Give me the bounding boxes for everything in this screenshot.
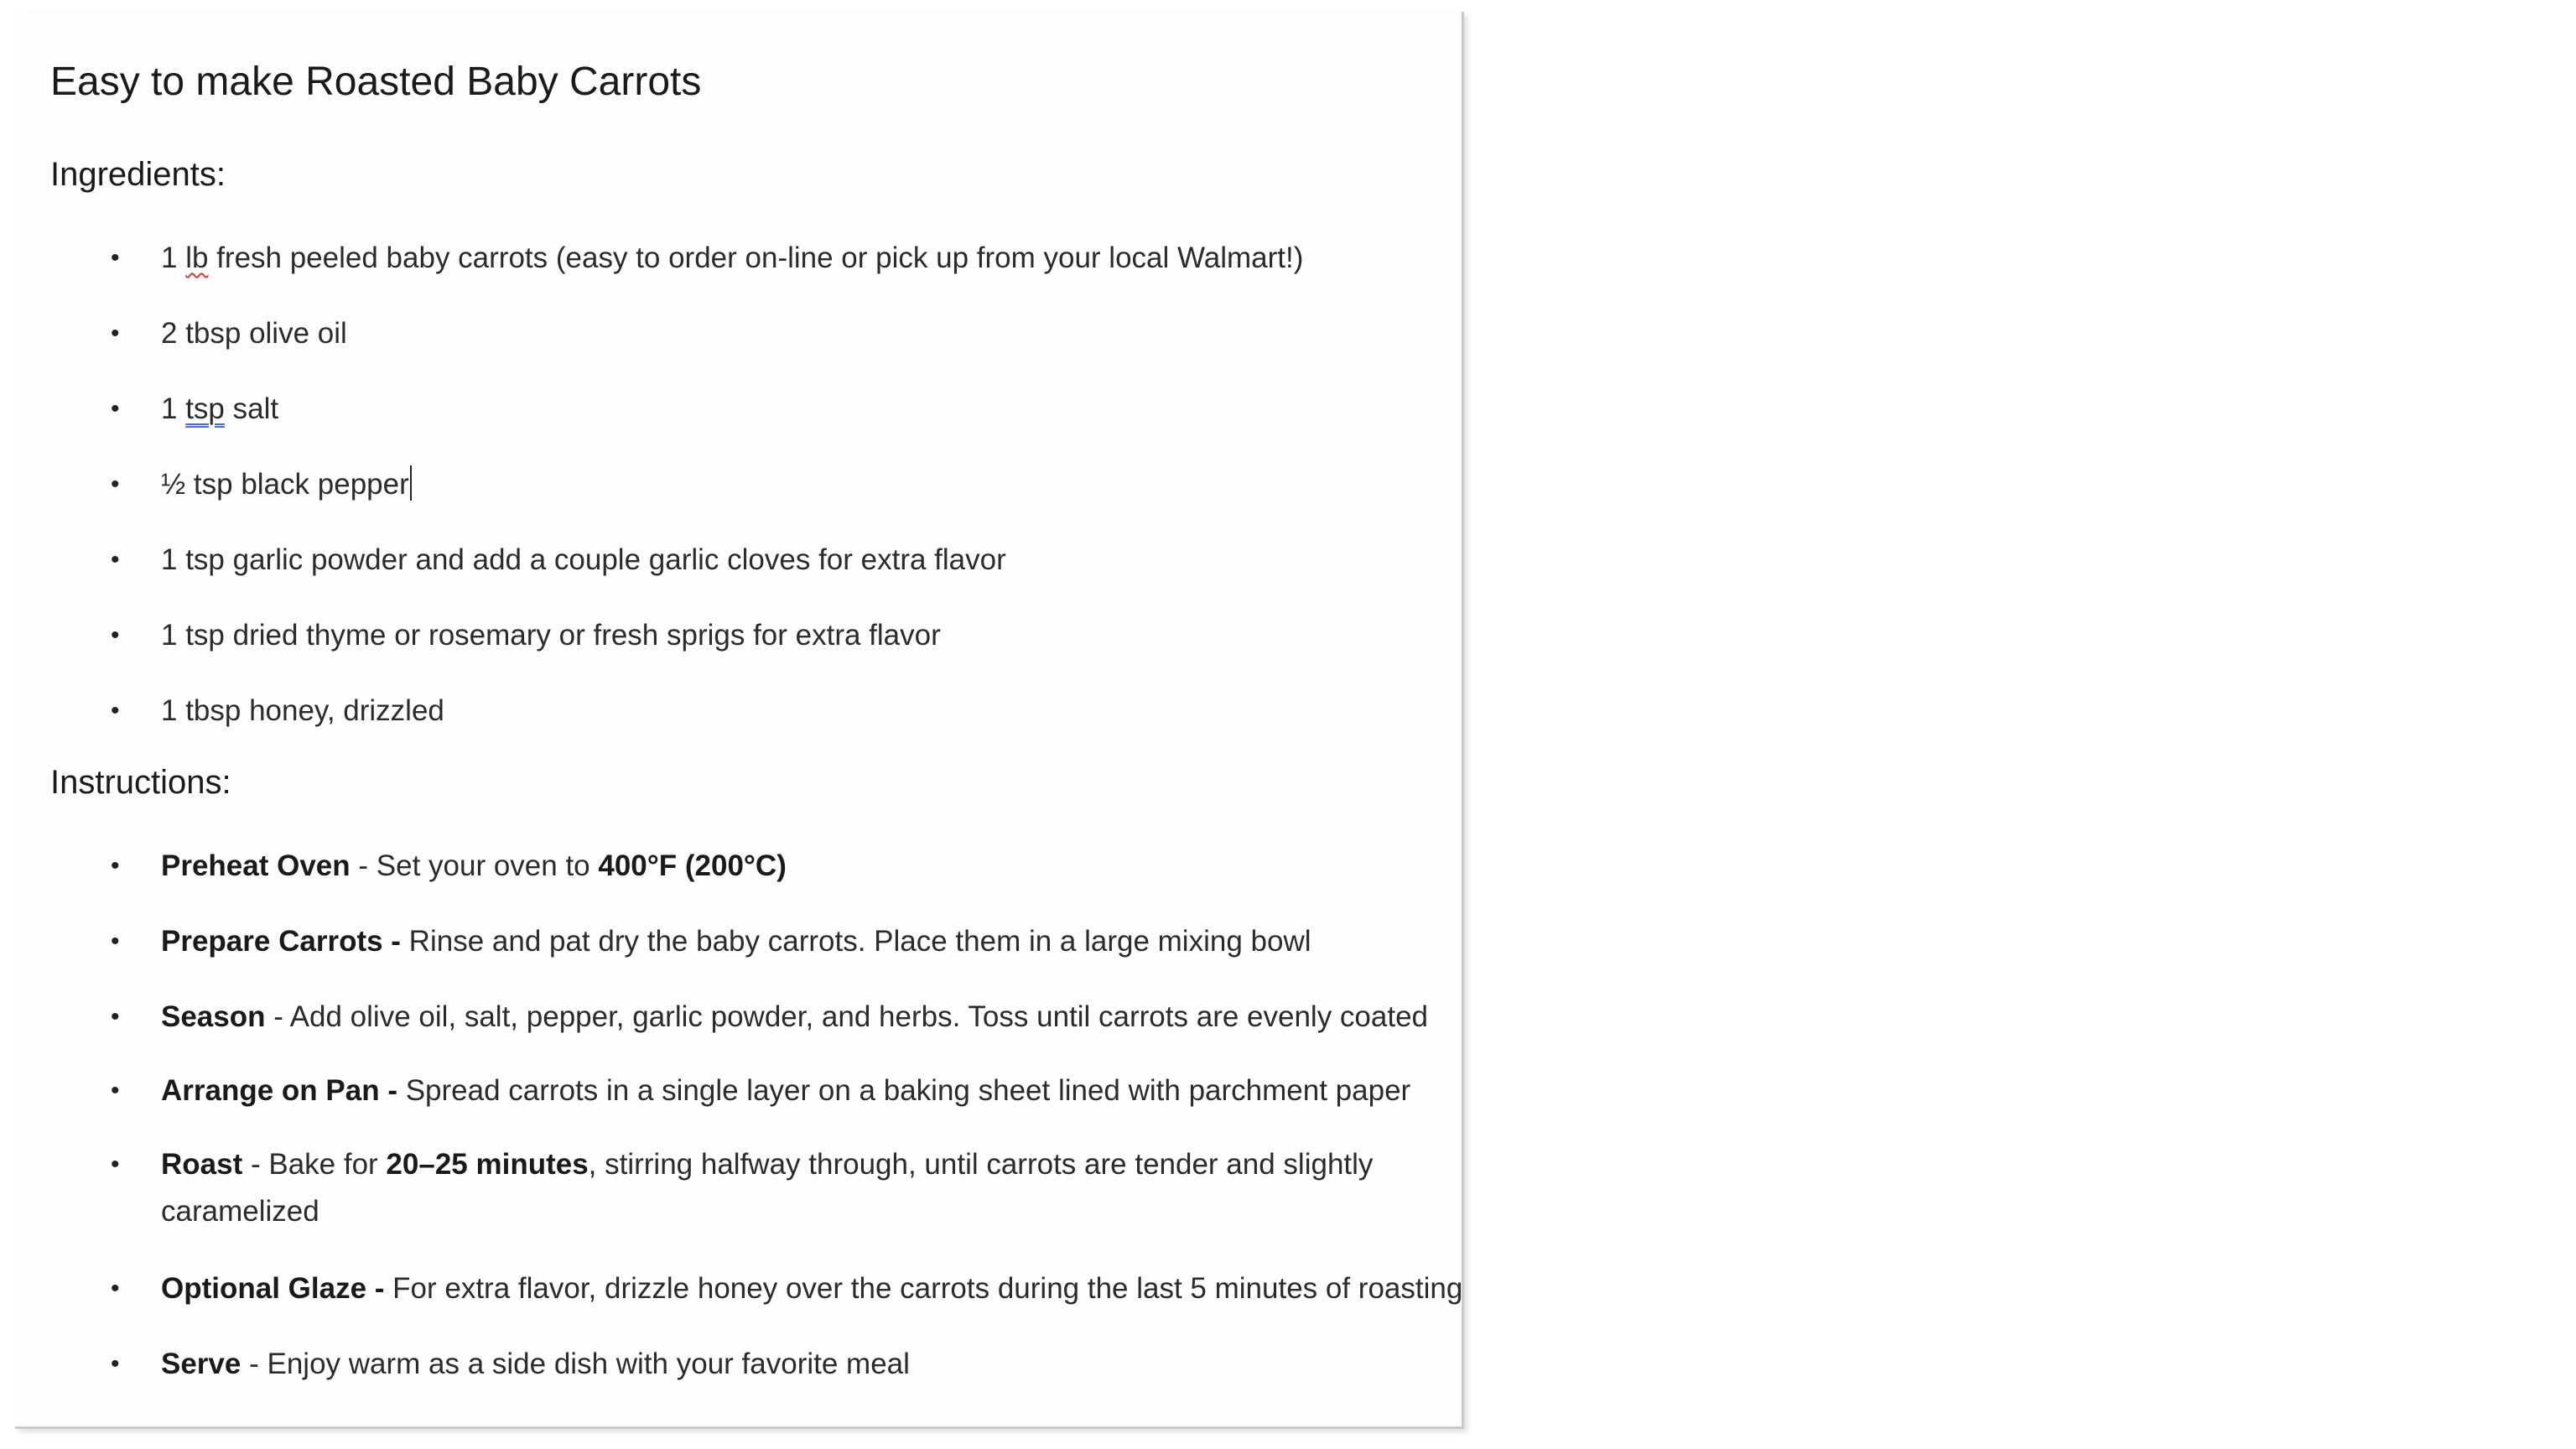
instruction-item: • Prepare Carrots - Rinse and pat dry the baby carrots. Place them in a large mixing bowl bbox=[50, 918, 1462, 994]
ingredient-item: • 2 tbsp olive oil bbox=[50, 310, 1303, 386]
bullet-icon: • bbox=[111, 395, 120, 423]
ingredient-item: • 1 tsp salt bbox=[50, 386, 1303, 461]
instruction-item: • Optional Glaze - For extra flavor, drizzle honey over the carrots during the last 5 minutes of roasting bbox=[50, 1265, 1462, 1341]
bullet-icon: • bbox=[111, 546, 120, 574]
text-cursor bbox=[410, 465, 412, 501]
bullet-icon: • bbox=[111, 1150, 120, 1178]
step-label: Prepare Carrots - bbox=[161, 925, 401, 958]
instruction-item: • Roast - Bake for 20–25 minutes, stirring halfway through, until carrots are tender and slightly caramelized bbox=[50, 1141, 1462, 1265]
bullet-icon: • bbox=[111, 244, 120, 272]
instruction-item: • Preheat Oven - Set your oven to 400°F (200°C) bbox=[50, 843, 1462, 918]
step-label: Season bbox=[161, 1000, 266, 1033]
grammar-flagged-word[interactable]: tsp bbox=[185, 392, 225, 425]
step-label: Preheat Oven bbox=[161, 849, 351, 882]
bullet-icon: • bbox=[111, 1275, 120, 1302]
step-label: Optional Glaze - bbox=[161, 1272, 385, 1305]
ingredients-heading: Ingredients: bbox=[50, 156, 226, 193]
step-emphasis: 400°F (200°C) bbox=[598, 849, 787, 882]
step-label: Serve bbox=[161, 1348, 242, 1380]
step-label: Roast bbox=[161, 1148, 243, 1181]
document-title: Easy to make Roasted Baby Carrots bbox=[50, 60, 702, 104]
bullet-icon: • bbox=[111, 470, 120, 498]
instruction-item: • Arrange on Pan - Spread carrots in a single layer on a baking sheet lined with parchment paper bbox=[50, 1067, 1462, 1141]
bullet-icon: • bbox=[111, 927, 120, 955]
step-emphasis: 20–25 minutes bbox=[386, 1148, 589, 1181]
instructions-heading: Instructions: bbox=[50, 764, 231, 801]
instruction-item: • Season - Add olive oil, salt, pepper, garlic powder, and herbs. Toss until carrots are evenly coated bbox=[50, 994, 1462, 1067]
bullet-icon: • bbox=[111, 1003, 120, 1031]
ingredient-item: • 1 tsp dried thyme or rosemary or fresh sprigs for extra flavor bbox=[50, 612, 1303, 688]
bullet-icon: • bbox=[111, 1350, 120, 1378]
spellcheck-flagged-word[interactable]: lb bbox=[185, 242, 209, 274]
ingredient-item: • 1 lb fresh peeled baby carrots (easy to order on-line or pick up from your local Walmart!) bbox=[50, 235, 1303, 310]
step-label: Arrange on Pan - bbox=[161, 1074, 397, 1107]
instructions-list bbox=[50, 843, 1462, 1416]
document-page[interactable] bbox=[15, 12, 1464, 1429]
ingredients-list bbox=[50, 235, 1303, 763]
instruction-item: • Serve - Enjoy warm as a side dish with your favorite meal bbox=[50, 1341, 1462, 1416]
bullet-icon: • bbox=[111, 697, 120, 724]
bullet-icon: • bbox=[111, 1077, 120, 1104]
bullet-icon: • bbox=[111, 852, 120, 880]
step-continuation: caramelized bbox=[161, 1195, 319, 1228]
ingredient-item: • 1 tbsp honey, drizzled bbox=[50, 688, 1303, 763]
ingredient-item: • ½ tsp black pepper bbox=[50, 461, 1303, 537]
ingredient-item: • 1 tsp garlic powder and add a couple garlic cloves for extra flavor bbox=[50, 537, 1303, 612]
bullet-icon: • bbox=[111, 621, 120, 649]
bullet-icon: • bbox=[111, 319, 120, 347]
